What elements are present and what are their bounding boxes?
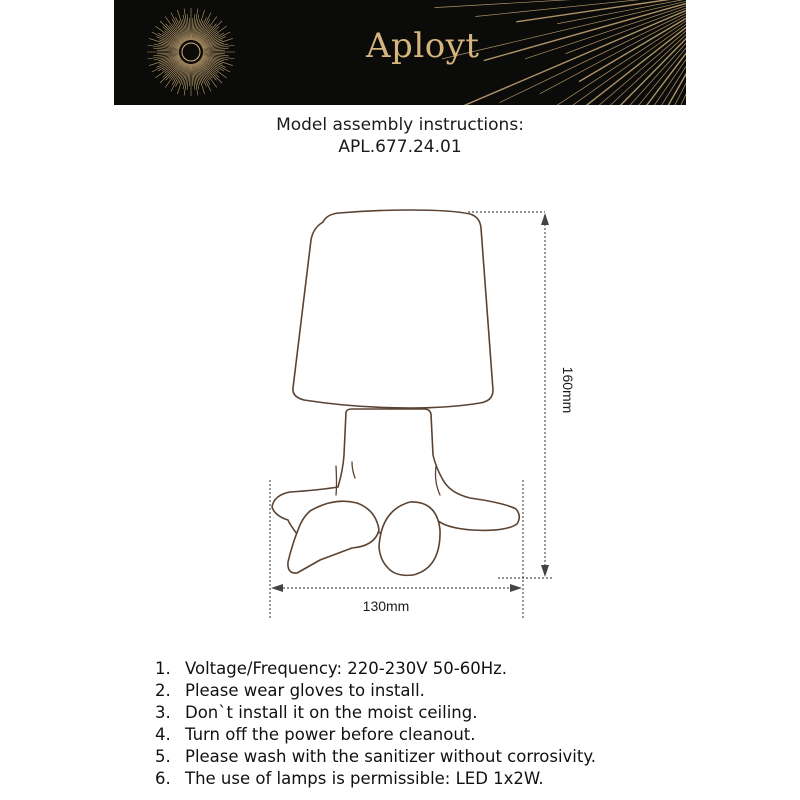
arrowhead-left	[271, 584, 283, 592]
arrowhead-bottom	[541, 565, 549, 577]
instruction-item	[155, 768, 596, 790]
instruction-number: 2.	[155, 681, 171, 700]
instructions-list	[155, 658, 596, 790]
instruction-item	[155, 724, 596, 746]
instruction-text: The use of lamps is permissible: LED 1x2W.	[185, 769, 544, 788]
instruction-number: 6.	[155, 769, 171, 788]
instruction-item	[155, 658, 596, 680]
height-label: 160mm	[560, 366, 576, 414]
instruction-item	[155, 702, 596, 724]
instruction-text: Voltage/Frequency: 220-230V 50-60Hz.	[185, 659, 508, 678]
arrowhead-top	[541, 213, 549, 225]
lamp-shade	[293, 210, 493, 408]
instruction-number: 5.	[155, 747, 171, 766]
width-label: 130mm	[362, 598, 410, 614]
instruction-text: Don`t install it on the moist ceiling.	[185, 703, 478, 722]
instruction-number: 4.	[155, 725, 171, 744]
figure-arm-left-line	[336, 466, 337, 495]
document-title: Model assembly instructions:	[276, 115, 524, 135]
instruction-item	[155, 680, 596, 702]
instruction-text: Please wear gloves to install.	[185, 681, 425, 700]
instruction-number: 3.	[155, 703, 171, 722]
instruction-text: Turn off the power before cleanout.	[185, 725, 476, 744]
arrowhead-right	[510, 584, 522, 592]
model-number: APL.677.24.01	[338, 137, 462, 157]
instruction-item	[155, 746, 596, 768]
brand-name: Aployt	[366, 26, 480, 66]
instruction-text: Please wash with the sanitizer without corrosivity.	[185, 747, 597, 766]
instruction-number: 1.	[155, 659, 171, 678]
